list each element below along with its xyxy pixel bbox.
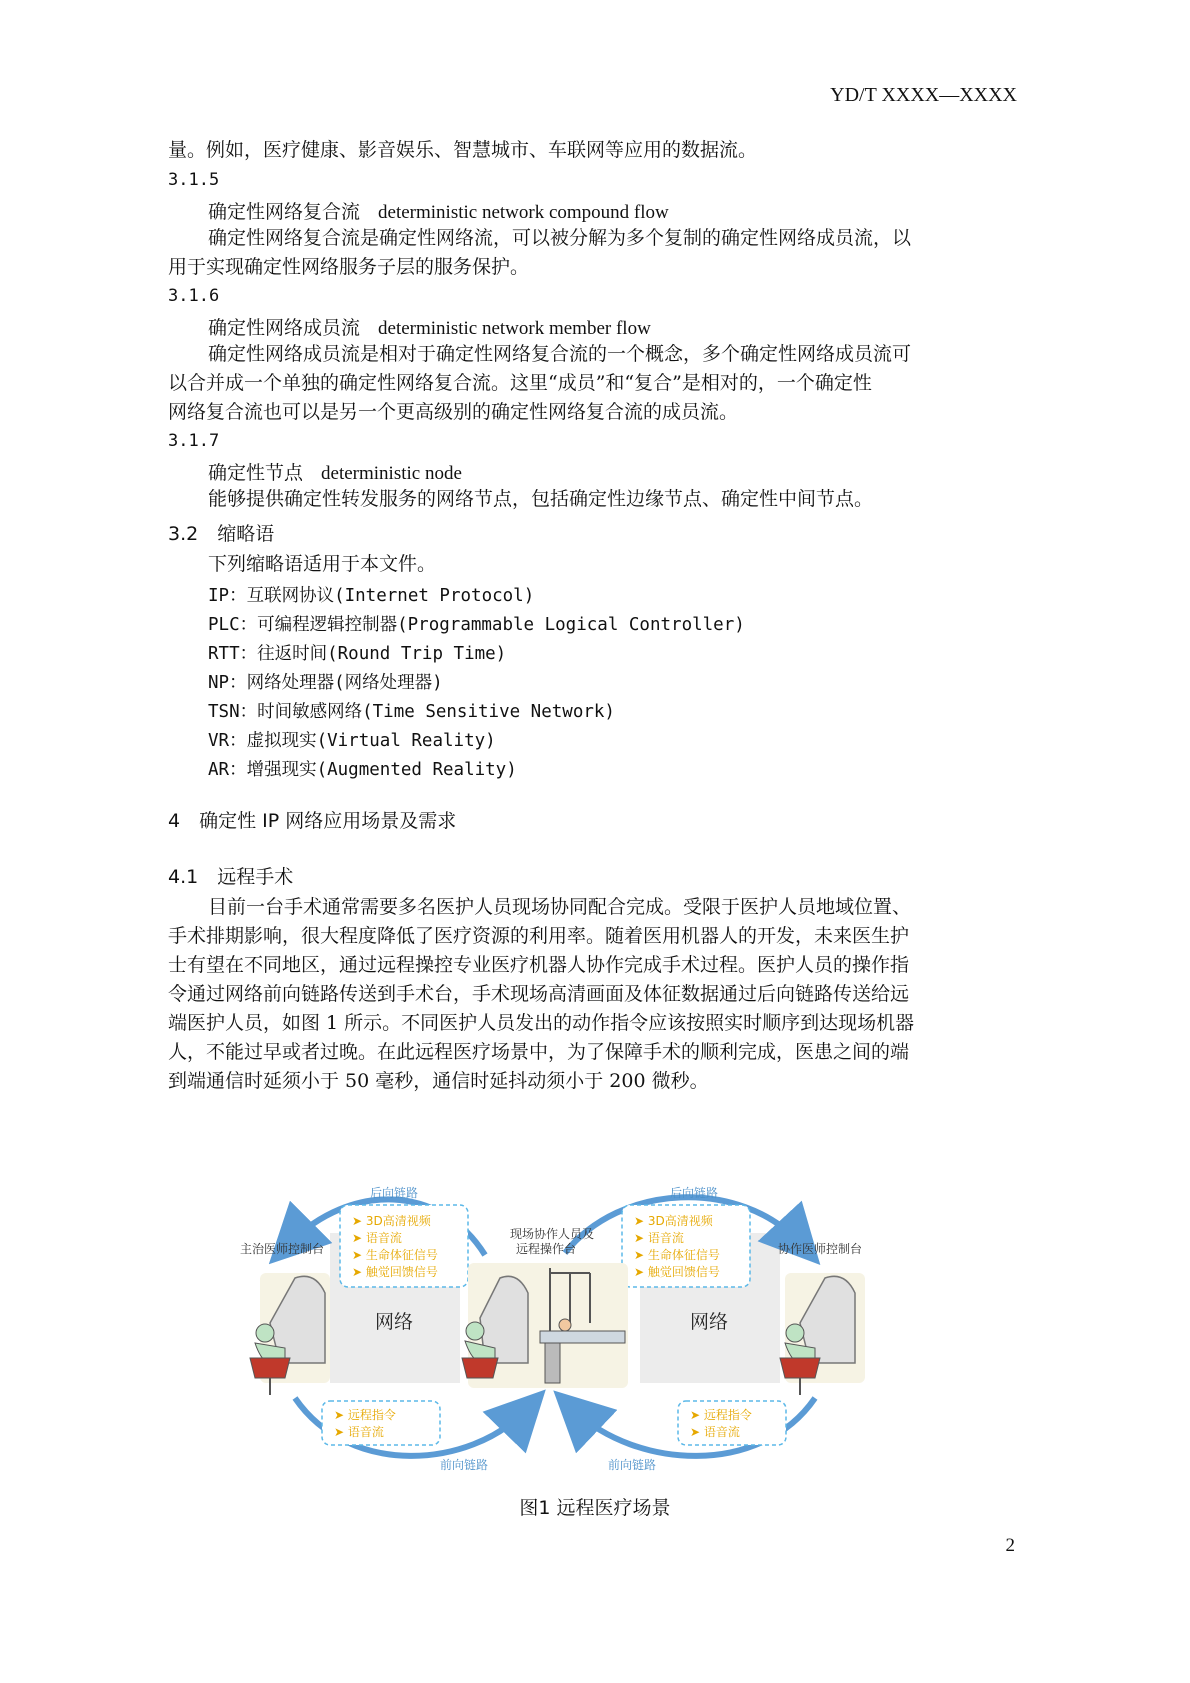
paragraph-line: 量。例如，医疗健康、影音娱乐、智慧城市、车联网等应用的数据流。 <box>168 139 758 161</box>
back-item: ➤ 3D高清视频 <box>634 1214 713 1228</box>
paragraph-line: 端医护人员，如图 1 所示。不同医护人员发出的动作指令应该按照实时顺序到达现场机器 <box>168 1012 915 1034</box>
definition-line: 确定性网络成员流是相对于确定性网络复合流的一个概念，多个确定性网络成员流可 <box>208 343 912 365</box>
paragraph-line: 士有望在不同地区，通过远程操控专业医疗机器人协作完成手术过程。医护人员的操作指 <box>168 954 910 976</box>
term-cn: 确定性网络复合流 <box>208 201 361 223</box>
left-console-label: 主治医师控制台 <box>240 1242 325 1256</box>
network-label-left: 网络 <box>375 1311 414 1333</box>
term-en: deterministic node <box>321 463 462 484</box>
paragraph-line: 到端通信时延须小于 50 毫秒，通信时延抖动须小于 200 微秒。 <box>168 1070 709 1092</box>
definition-line: 网络复合流也可以是另一个更高级别的确定性网络复合流的成员流。 <box>168 401 739 423</box>
abbr-item-ip: IP：互联网协议(Internet Protocol) <box>208 586 535 606</box>
abbr-item-tsn: TSN：时间敏感网络(Time Sensitive Network) <box>208 702 615 722</box>
paragraph-line: 令通过网络前向链路传送到手术台，手术现场高清画面及体征数据通过后向链路传送给远 <box>168 983 910 1005</box>
fwd-item: ➤ 语音流 <box>334 1425 384 1439</box>
abbr-item-plc: PLC：可编程逻辑控制器(Programmable Logical Controller) <box>208 615 745 635</box>
page-number: 2 <box>1005 1535 1015 1556</box>
clause-number-3-1-5: 3.1.5 <box>168 170 220 190</box>
document-id: YD/T XXXX—XXXX <box>830 84 1017 106</box>
center-label-line1: 现场协作人员及 <box>510 1227 595 1241</box>
fwd-link-label-right: 前向链路 <box>608 1458 657 1472</box>
abbr-item-rtt: RTT：往返时间(Round Trip Time) <box>208 644 507 664</box>
fwd-link-label-left: 前向链路 <box>440 1458 489 1472</box>
section-heading-4: 4 确定性 IP 网络应用场景及需求 <box>168 810 457 832</box>
section-heading-3-2: 3.2 缩略语 <box>168 523 275 545</box>
back-item: ➤ 生命体征信号 <box>352 1248 438 1262</box>
back-item: ➤ 触觉回馈信号 <box>352 1265 438 1279</box>
figure-caption: 图1 远程医疗场景 <box>519 1497 671 1519</box>
back-item: ➤ 触觉回馈信号 <box>634 1265 720 1279</box>
remote-surgery-diagram <box>240 1183 950 1473</box>
abbr-item-ar: AR：增强现实(Augmented Reality) <box>208 760 517 780</box>
fwd-item: ➤ 语音流 <box>690 1425 740 1439</box>
network-label-right: 网络 <box>690 1311 729 1333</box>
paragraph-line: 人，不能过早或者过晚。在此远程医疗场景中，为了保障手术的顺利完成，医患之间的端 <box>168 1041 910 1063</box>
term-3-1-5 <box>208 197 669 224</box>
abbr-item-vr: VR：虚拟现实(Virtual Reality) <box>208 731 496 751</box>
term-en: deterministic network member flow <box>378 318 651 339</box>
back-item: ➤ 生命体征信号 <box>634 1248 720 1262</box>
term-3-1-6 <box>208 313 651 340</box>
definition-line: 能够提供确定性转发服务的网络节点，包括确定性边缘节点、确定性中间节点。 <box>208 488 874 510</box>
center-label-line2: 远程操作台 <box>516 1242 577 1256</box>
definition-line: 用于实现确定性网络服务子层的服务保护。 <box>168 256 530 278</box>
term-cn: 确定性节点 <box>208 462 304 484</box>
paragraph-line: 手术排期影响，很大程度降低了医疗资源的利用率。随着医用机器人的开发，未来医生护 <box>168 925 910 947</box>
back-item: ➤ 语音流 <box>634 1231 684 1245</box>
fwd-item: ➤ 远程指令 <box>334 1408 396 1422</box>
back-item: ➤ 3D高清视频 <box>352 1214 431 1228</box>
abbr-intro: 下列缩略语适用于本文件。 <box>208 553 437 575</box>
operating-table-illustration <box>462 1263 628 1388</box>
term-3-1-7 <box>208 458 462 485</box>
definition-line: 以合并成一个单独的确定性网络复合流。这里“成员”和“复合”是相对的，一个确定性 <box>168 372 872 394</box>
back-link-label-right: 后向链路 <box>670 1186 719 1200</box>
abbr-item-np: NP：网络处理器(网络处理器) <box>208 673 443 693</box>
back-link-label-left: 后向链路 <box>370 1186 419 1200</box>
surgeon-console-right-illustration <box>780 1273 865 1395</box>
definition-line: 确定性网络复合流是确定性网络流，可以被分解为多个复制的确定性网络成员流，以 <box>208 227 912 249</box>
clause-number-3-1-6: 3.1.6 <box>168 286 220 306</box>
term-en: deterministic network compound flow <box>378 202 669 223</box>
clause-number-3-1-7: 3.1.7 <box>168 431 220 451</box>
right-console-label: 协作医师控制台 <box>778 1242 863 1256</box>
section-heading-4-1: 4.1 远程手术 <box>168 866 294 888</box>
paragraph-line: 目前一台手术通常需要多名医护人员现场协同配合完成。受限于医护人员地域位置、 <box>208 896 912 918</box>
back-item: ➤ 语音流 <box>352 1231 402 1245</box>
surgeon-console-left-illustration <box>250 1273 330 1395</box>
term-cn: 确定性网络成员流 <box>208 317 361 339</box>
fwd-item: ➤ 远程指令 <box>690 1408 752 1422</box>
